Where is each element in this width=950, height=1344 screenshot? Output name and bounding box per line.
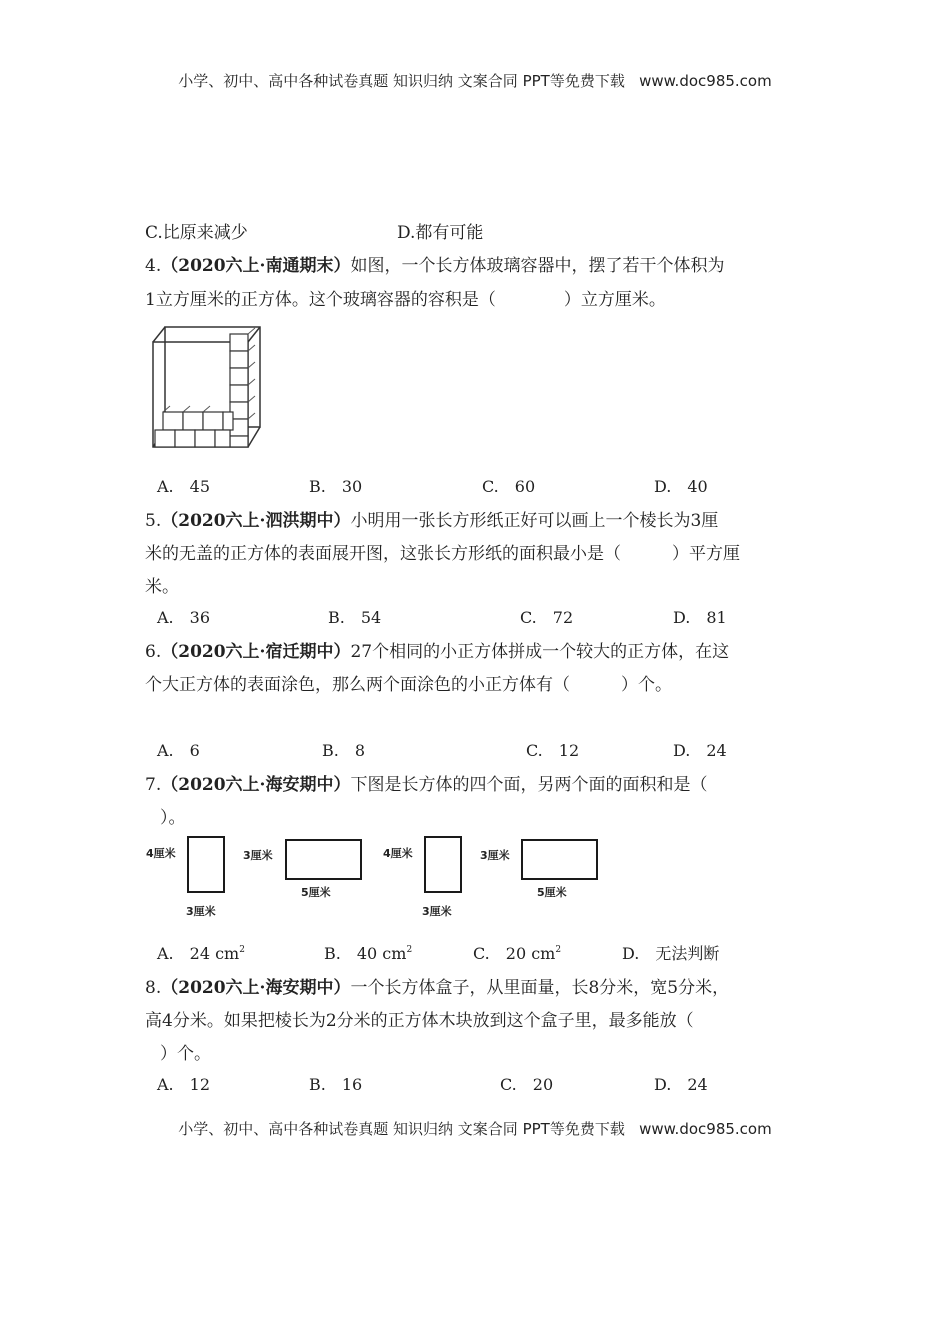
face2-rect: [285, 839, 362, 880]
q4-option-c: C. 60: [482, 477, 536, 496]
q8-option-c: C. 20: [500, 1075, 554, 1094]
q8-line3: ）个。: [160, 1044, 211, 1064]
q6-line1: [145, 637, 729, 662]
q7-option-d: D. 无法判断: [622, 944, 720, 963]
face1-width-label: 3厘米: [186, 905, 216, 918]
q8-text1: 一个长方体盒子，从里面量，长8分米，宽5分米，: [350, 978, 730, 998]
prev-option-d: D.都有可能: [397, 223, 484, 243]
q7-text1: 下图是长方体的四个面，另两个面的面积和是（: [350, 775, 708, 795]
q4-option-d: D. 40: [654, 477, 708, 496]
q7-number: 7.: [145, 775, 162, 795]
page-footer: 小学、初中、高中各种试卷真题 知识归纳 文案合同 PPT等免费下载 www.doc985.com: [178, 1120, 772, 1138]
q6-option-d: D. 24: [673, 741, 727, 760]
q7-line1: [145, 770, 707, 795]
q8-option-b: B. 16: [309, 1075, 363, 1094]
q7-line2: ）。: [160, 808, 186, 828]
face4-width-label: 5厘米: [537, 886, 567, 899]
face3-rect: [424, 836, 462, 893]
q4-number: 4.: [145, 256, 162, 276]
q5-line1: [145, 506, 718, 531]
q5-tag: （2020六上·泗洪期中）: [161, 511, 351, 531]
q5-option-a: A. 36: [157, 608, 211, 627]
face4-height-label: 3厘米: [480, 849, 510, 862]
q5-option-d: D. 81: [673, 608, 727, 627]
q7-tag: （2020六上·海安期中）: [161, 775, 351, 795]
q6-option-b: B. 8: [322, 741, 366, 760]
prev-option-c: C.比原来减少: [145, 223, 248, 243]
q4-option-a: A. 45: [157, 477, 211, 496]
q5-number: 5.: [145, 511, 162, 531]
q6-option-c: C. 12: [526, 741, 580, 760]
q7-option-c: C. 20 $cm^2$: [473, 944, 562, 963]
face3-height-label: 4厘米: [383, 847, 413, 860]
q8-line1: [145, 973, 729, 998]
q5-text1: 小明用一张长方形纸正好可以画上一个棱长为3厘: [350, 511, 719, 531]
q6-option-a: A. 6: [157, 741, 200, 760]
q4-line2: 1立方厘米的正方体。这个玻璃容器的容积是（ ）立方厘米。: [145, 290, 666, 310]
q4-option-b: B. 30: [309, 477, 363, 496]
face3-width-label: 3厘米: [422, 905, 452, 918]
q5-option-b: B. 54: [328, 608, 382, 627]
page-header: 小学、初中、高中各种试卷真题 知识归纳 文案合同 PPT等免费下载 www.doc985.com: [178, 72, 772, 90]
q8-tag: （2020六上·海安期中）: [161, 978, 351, 998]
face2-width-label: 5厘米: [301, 886, 331, 899]
q7-option-a: A. 24 $cm^2$: [157, 944, 245, 963]
q5-line2: 米的无盖的正方体的表面展开图，这张长方形纸的面积最小是（ ）平方厘: [145, 544, 740, 564]
q8-option-d: D. 24: [654, 1075, 708, 1094]
unit-cubes: [155, 334, 248, 447]
q6-number: 6.: [145, 642, 162, 662]
face1-height-label: 4厘米: [146, 847, 176, 860]
q8-number: 8.: [145, 978, 162, 998]
face2-height-label: 3厘米: [243, 849, 273, 862]
face1-rect: [187, 836, 225, 893]
q8-option-a: A. 12: [157, 1075, 211, 1094]
q4-text1: 如图，一个长方体玻璃容器中，摆了若干个体积为: [350, 256, 725, 276]
q4-tag: （2020六上·南通期末）: [161, 256, 351, 276]
q6-line2: 个大正方体的表面涂色，那么两个面涂色的小正方体有（ ）个。: [145, 675, 672, 695]
q8-line2: 高4分米。如果把棱长为2分米的正方体木块放到这个盒子里，最多能放（: [145, 1011, 694, 1031]
q4-line1: [145, 251, 724, 276]
q6-tag: （2020六上·宿迁期中）: [161, 642, 351, 662]
q5-option-c: C. 72: [520, 608, 574, 627]
q7-option-b: B. 40 $cm^2$: [324, 944, 413, 963]
face4-rect: [521, 839, 598, 880]
q5-line3: 米。: [145, 577, 179, 597]
glass-container-figure: [145, 322, 265, 452]
q6-text1: 27个相同的小正方体拼成一个较大的正方体，在这: [350, 642, 730, 662]
